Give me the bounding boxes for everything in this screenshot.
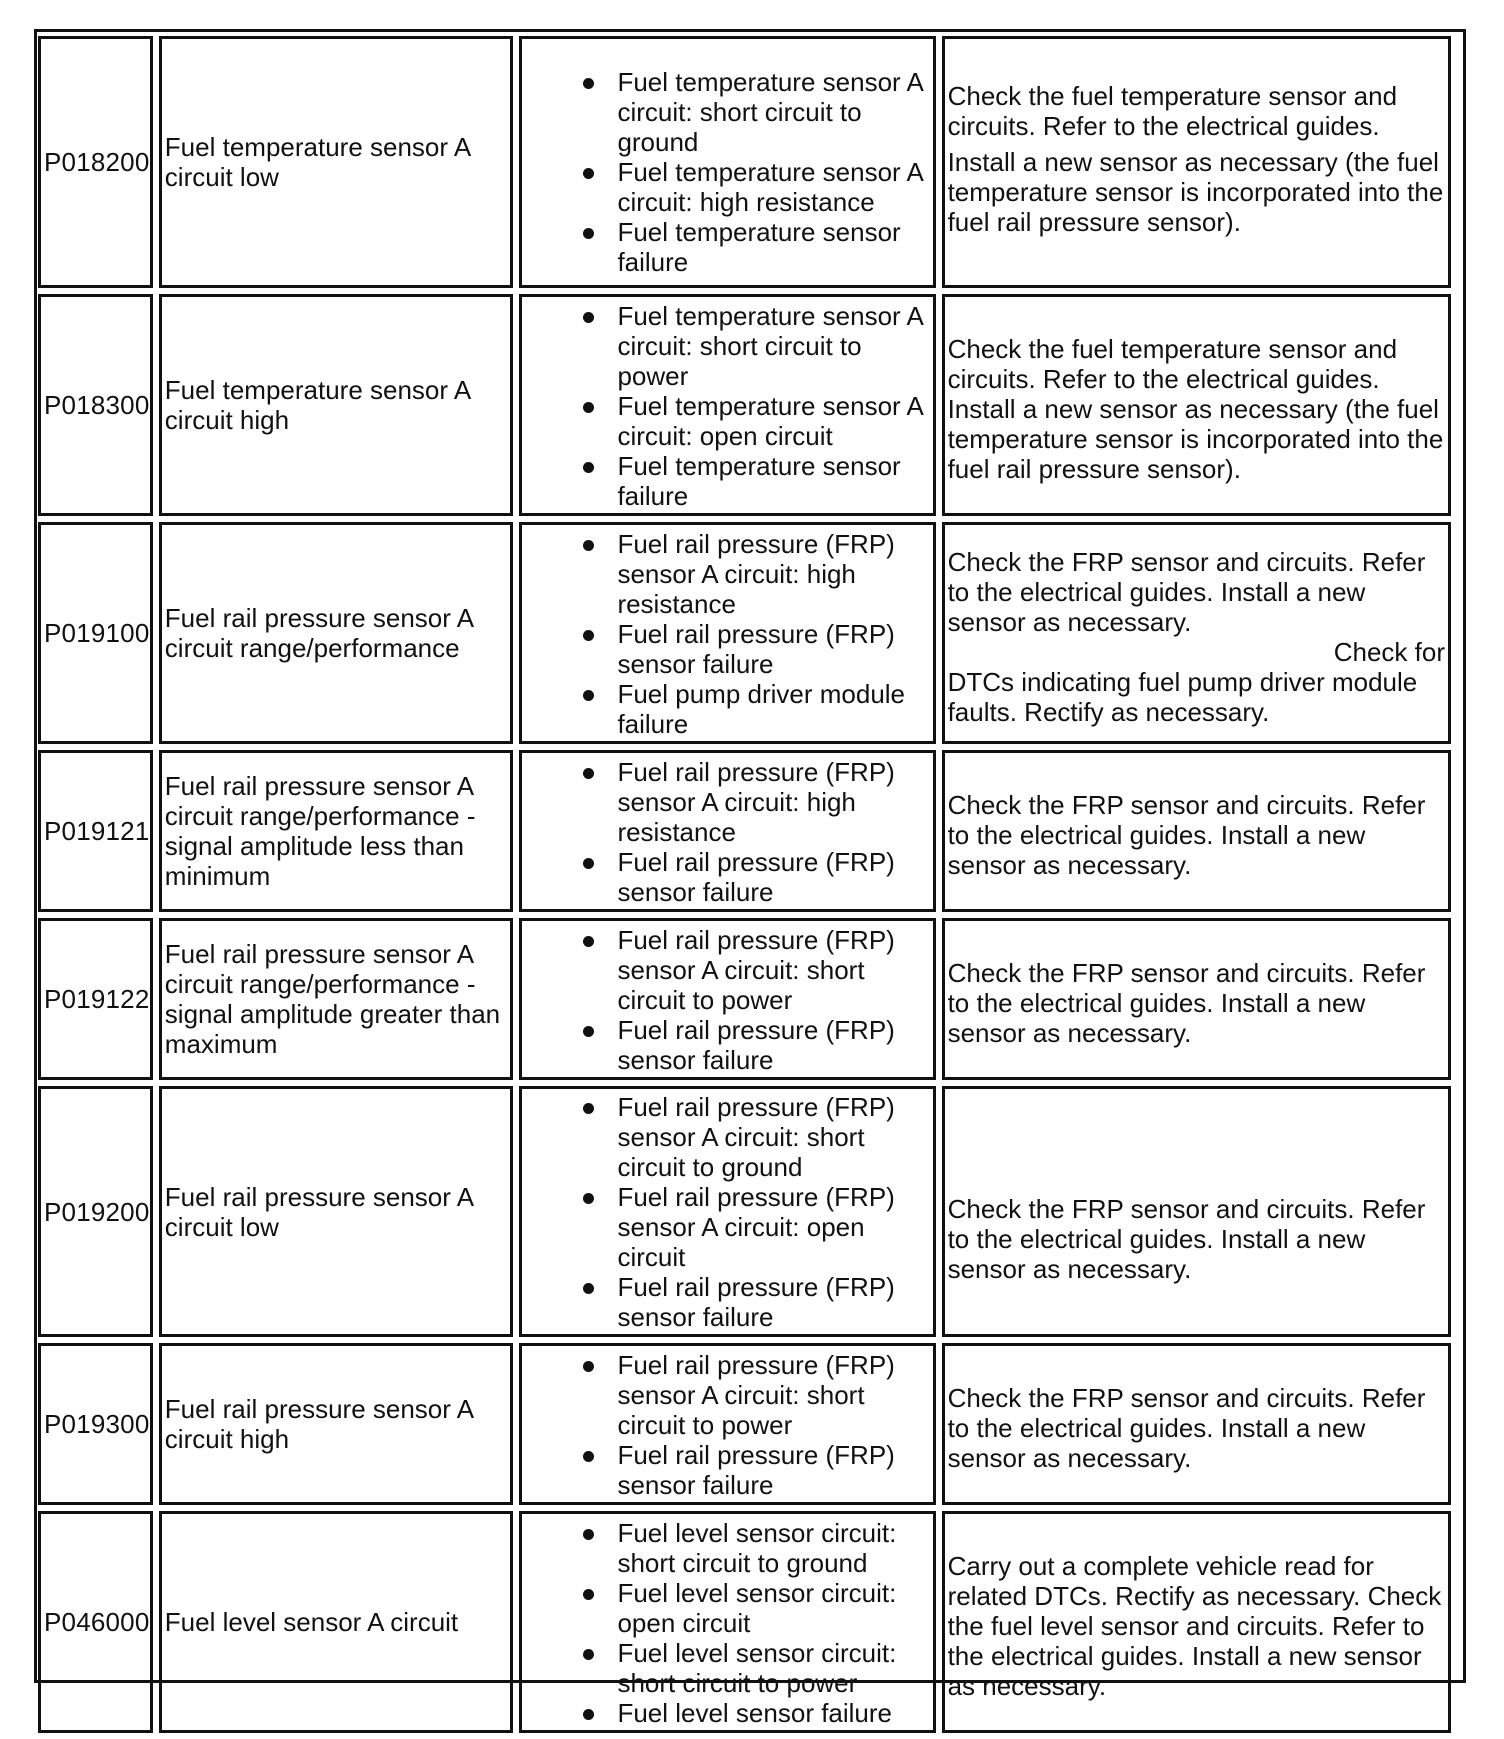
table-row — [38, 918, 1451, 1080]
dtc-code: P019100 — [38, 522, 153, 744]
cause-item: Fuel temperature sensor A circuit: open circuit — [525, 391, 929, 451]
dtc-code: P019121 — [38, 750, 153, 912]
cause-item: Fuel rail pressure (FRP) sensor A circuit: short circuit to power — [525, 1350, 929, 1440]
possible-causes — [519, 918, 935, 1080]
dtc-code: P018300 — [38, 294, 153, 516]
cause-item: Fuel rail pressure (FRP) sensor failure — [525, 1272, 929, 1332]
table-row — [38, 1086, 1451, 1337]
cause-item: Fuel temperature sensor failure — [525, 451, 929, 511]
action-cell — [942, 36, 1451, 288]
possible-causes — [519, 750, 935, 912]
cause-item: Fuel rail pressure (FRP) sensor failure — [525, 619, 929, 679]
dtc-code: P019200 — [38, 1086, 153, 1337]
action-text: Install a new sensor as necessary (the fuel temperature sensor is incorporated into the fuel rail pressure sensor). — [947, 147, 1444, 237]
dtc-code: P018200 — [38, 36, 153, 288]
table-row — [38, 1343, 1451, 1505]
dtc-table — [32, 30, 1457, 1739]
action-text: Check the fuel temperature sensor and circuits. Refer to the electrical guides. — [947, 81, 1398, 141]
action-text: Check the fuel temperature sensor and circuits. Refer to the electrical guides. Install a new sensor as necessary (the fuel temperature sensor is incorporated into the fuel rail pressure sensor). — [947, 334, 1444, 484]
action-text: Check the FRP sensor and circuits. Refer to the electrical guides. Install a new sensor as necessary. — [947, 958, 1426, 1048]
action-cell — [942, 750, 1451, 912]
possible-causes — [519, 522, 935, 744]
cause-list — [525, 757, 929, 907]
possible-causes — [519, 1086, 935, 1337]
cause-item: Fuel level sensor circuit: open circuit — [525, 1578, 929, 1638]
cause-item: Fuel rail pressure (FRP) sensor failure — [525, 1440, 929, 1500]
dtc-description: Fuel temperature sensor A circuit high — [159, 294, 514, 516]
action-text: Check the FRP sensor and circuits. Refer to the electrical guides. Install a new sensor as necessary. — [947, 547, 1426, 637]
dtc-description: Fuel rail pressure sensor A circuit range/performance - signal amplitude greater than maximum — [159, 918, 514, 1080]
possible-causes — [519, 36, 935, 288]
cause-item: Fuel temperature sensor A circuit: high resistance — [525, 157, 929, 217]
table-row — [38, 36, 1451, 288]
table-row — [38, 1511, 1451, 1733]
dtc-description: Fuel rail pressure sensor A circuit range/performance — [159, 522, 514, 744]
cause-list — [525, 1518, 929, 1728]
dtc-code: P019122 — [38, 918, 153, 1080]
dtc-code: P046000 — [38, 1511, 153, 1733]
possible-causes — [519, 1343, 935, 1505]
action-cell — [942, 294, 1451, 516]
action-text: Check the FRP sensor and circuits. Refer to the electrical guides. Install a new sensor as necessary. — [947, 790, 1426, 880]
dtc-description: Fuel level sensor A circuit — [159, 1511, 514, 1733]
cause-item: Fuel temperature sensor A circuit: short circuit to power — [525, 301, 929, 391]
cause-list — [525, 301, 929, 511]
action-cell — [942, 1343, 1451, 1505]
cause-item: Fuel rail pressure (FRP) sensor A circuit: short circuit to ground — [525, 1092, 929, 1182]
action-text: DTCs indicating fuel pump driver module faults. Rectify as necessary. — [947, 667, 1418, 727]
cause-item: Fuel rail pressure (FRP) sensor A circuit: high resistance — [525, 757, 929, 847]
cause-item: Fuel temperature sensor failure — [525, 217, 929, 277]
cause-list — [525, 1092, 929, 1332]
dtc-description: Fuel rail pressure sensor A circuit high — [159, 1343, 514, 1505]
cause-list — [525, 529, 929, 739]
cause-item: Fuel level sensor failure — [525, 1698, 929, 1728]
cause-list — [525, 925, 929, 1075]
cause-item: Fuel rail pressure (FRP) sensor A circuit: open circuit — [525, 1182, 929, 1272]
table-row — [38, 294, 1451, 516]
action-text: Check the FRP sensor and circuits. Refer to the electrical guides. Install a new sensor as necessary. — [947, 1193, 1426, 1284]
cause-item: Fuel temperature sensor A circuit: short circuit to ground — [525, 67, 929, 157]
action-cell — [942, 918, 1451, 1080]
cause-item: Fuel rail pressure (FRP) sensor failure — [525, 1015, 929, 1075]
table-row — [38, 522, 1451, 744]
dtc-description: Fuel rail pressure sensor A circuit low — [159, 1086, 514, 1337]
cause-item: Fuel rail pressure (FRP) sensor A circuit: high resistance — [525, 529, 929, 619]
action-text: Check for — [1333, 637, 1445, 667]
cause-item: Fuel level sensor circuit: short circuit to power — [525, 1638, 929, 1698]
dtc-code: P019300 — [38, 1343, 153, 1505]
action-cell — [942, 522, 1451, 744]
table-row — [38, 750, 1451, 912]
dtc-description: Fuel rail pressure sensor A circuit range/performance - signal amplitude less than minimum — [159, 750, 514, 912]
cause-item: Fuel level sensor circuit: short circuit to ground — [525, 1518, 929, 1578]
cause-item: Fuel rail pressure (FRP) sensor A circuit: short circuit to power — [525, 925, 929, 1015]
cause-item: Fuel rail pressure (FRP) sensor failure — [525, 847, 929, 907]
action-cell — [942, 1511, 1451, 1733]
dtc-description: Fuel temperature sensor A circuit low — [159, 36, 514, 288]
cause-list — [525, 67, 929, 277]
possible-causes — [519, 294, 935, 516]
action-cell — [942, 1086, 1451, 1337]
cause-list — [525, 1350, 929, 1500]
cause-item: Fuel pump driver module failure — [525, 679, 929, 739]
action-text: Carry out a complete vehicle read for related DTCs. Rectify as necessary. Check the fuel level sensor and circuits. Refer to the electrical guides. Install a new sensor as necessary. — [947, 1551, 1442, 1701]
possible-causes — [519, 1511, 935, 1733]
action-text: Check the FRP sensor and circuits. Refer to the electrical guides. Install a new sensor as necessary. — [947, 1383, 1426, 1473]
